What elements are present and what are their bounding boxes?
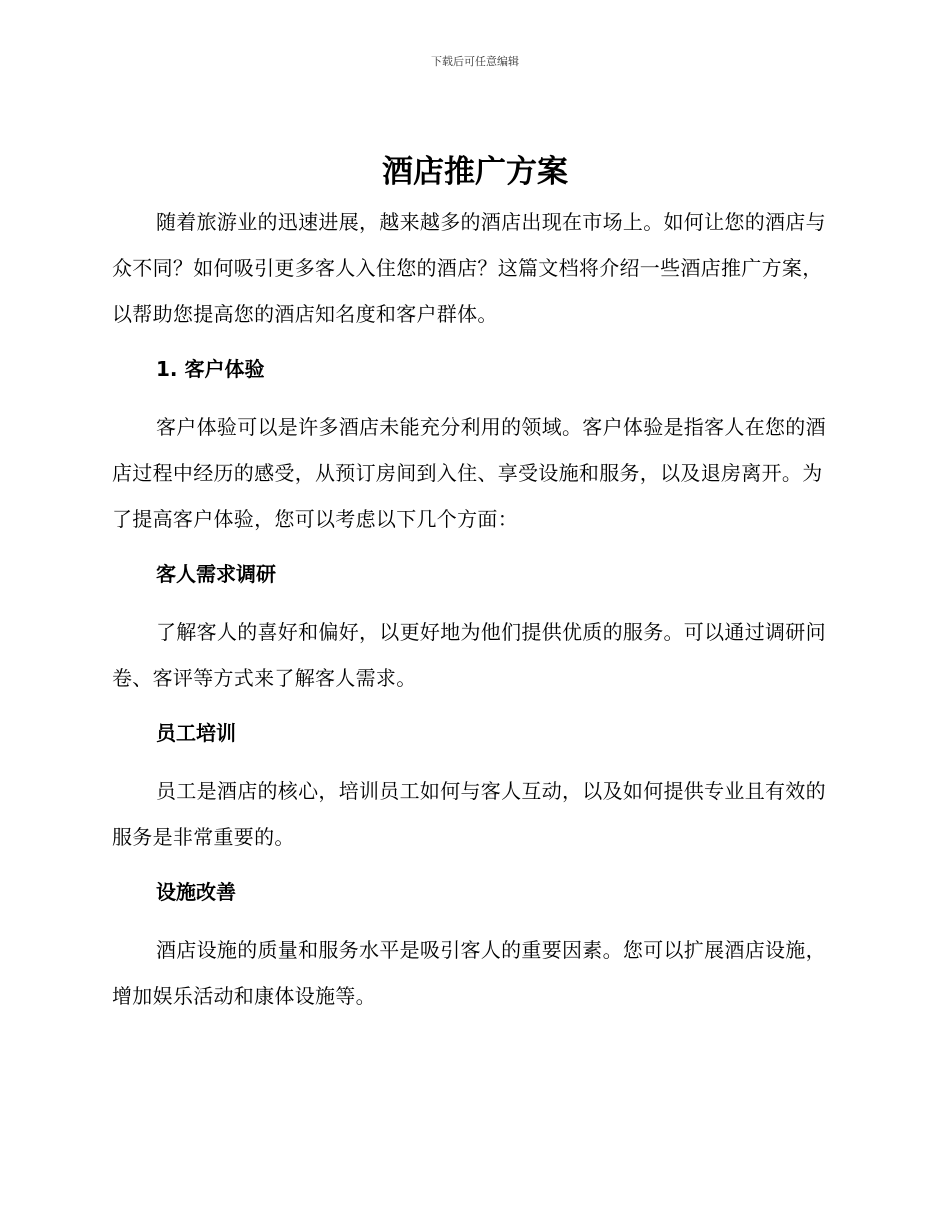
header-note: 下载后可任意编辑 (431, 55, 519, 68)
document-title: 酒店推广方案 (382, 154, 568, 190)
section-paragraph-guest-needs-research: 了解客人的喜好和偏好，以更好地为他们提供优质的服务。可以通过调研问卷、客评等方式来了解客人需求。 (112, 620, 826, 690)
section-heading-customer-experience: 1. 客户体验 (156, 357, 265, 381)
section-paragraph-facility-improvement: 酒店设施的质量和服务水平是吸引客人的重要因素。您可以扩展酒店设施，增加娱乐活动和康体设施等。 (112, 938, 826, 1008)
intro-paragraph: 随着旅游业的迅速进展，越来越多的酒店出现在市场上。如何让您的酒店与众不同？如何吸引更多客人入住您的酒店？这篇文档将介绍一些酒店推广方案，以帮助您提高您的酒店知名度和客户群体。 (112, 210, 826, 326)
section-heading-guest-needs-research: 客人需求调研 (156, 562, 276, 586)
section-heading-facility-improvement: 设施改善 (156, 880, 236, 904)
section-paragraph-customer-experience: 客户体验可以是许多酒店未能充分利用的领域。客户体验是指客人在您的酒店过程中经历的感受，从预订房间到入住、享受设施和服务，以及退房离开。为了提高客户体验，您可以考虑以下几个方面： (112, 415, 826, 531)
section-heading-staff-training: 员工培训 (156, 721, 236, 745)
section-paragraph-staff-training: 员工是酒店的核心，培训员工如何与客人互动，以及如何提供专业且有效的服务是非常重要的。 (112, 779, 826, 849)
